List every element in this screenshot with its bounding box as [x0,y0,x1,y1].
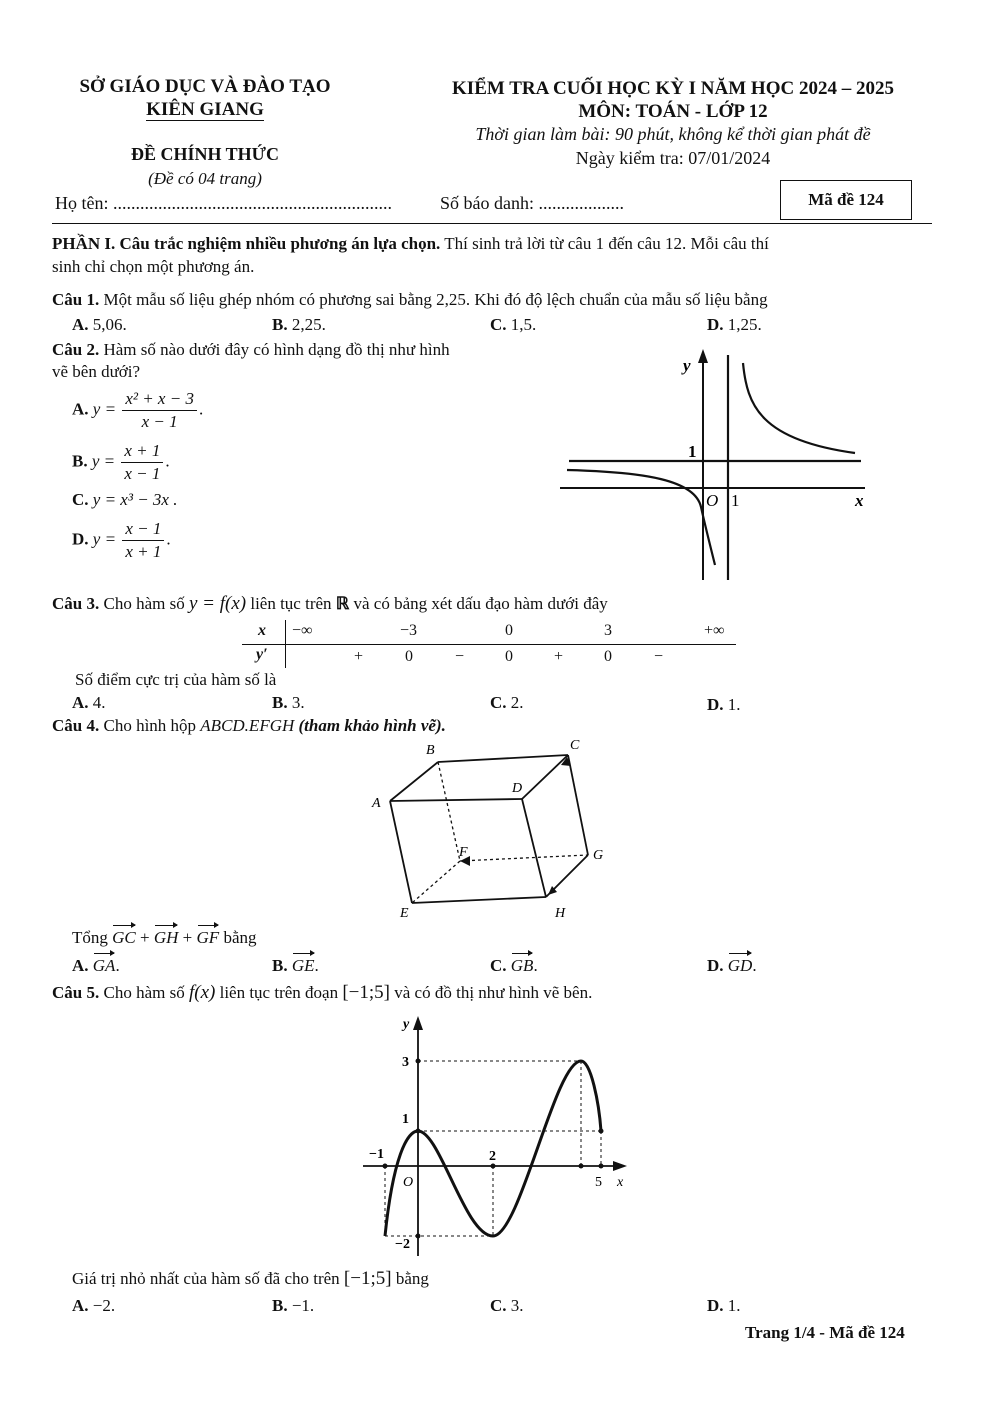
q5-label-x5: 5 [595,1175,602,1190]
q3-b-letter: B. [272,693,288,712]
question-2 [52,340,450,360]
part1-desc-line2: sinh chỉ chọn một phương án. [52,257,255,276]
vertex-C: C [570,738,580,753]
q4-c-vector: GB [510,956,534,975]
vertex-H: H [555,906,566,921]
q2-b-letter: B. [72,451,88,471]
q1-c-value: 1,5. [510,315,537,334]
q5-d-letter: D. [707,1296,724,1315]
province-name [55,99,355,121]
vector-gh: GH [153,928,179,947]
sign-3: + [554,648,564,665]
q2-x-label: x [855,491,864,510]
q5-question-b: bằng [391,1269,429,1288]
q3-a-letter: A. [72,693,89,712]
q3-d-letter: D. [707,695,724,714]
exam-subject: MÔN: TOÁN - LỚP 12 [578,101,768,122]
q2-c-letter: C. [72,490,89,509]
q4-c-tail: . [533,956,538,975]
vertex-B: B [426,743,435,758]
q4-b-tail: . [314,956,319,975]
sign-zero-3: 0 [604,648,612,665]
q4-option-c[interactable] [490,956,538,976]
exam-time: Thời gian làm bài: 90 phút, không kể thời gian phát đề [475,124,871,144]
edge-DA [390,799,522,801]
q5-text-b: liên tục trên đoạn [215,983,343,1002]
sign-table-x-m3: −3 [400,622,418,639]
q3-option-d[interactable] [707,695,741,715]
q5-option-a[interactable] [72,1296,115,1316]
q4-box-name: ABCD.EFGH [200,716,295,735]
q2-a-fraction [122,388,197,433]
q5-graph [355,1008,645,1260]
sign-table-x-3: 3 [604,622,612,639]
point-y1 [416,1129,421,1134]
q5-a-letter: A. [72,1296,89,1315]
q4-d-letter: D. [707,956,724,975]
page-footer: Trang 1/4 - Mã đề 124 [745,1323,905,1342]
q2-b-fraction [121,440,163,485]
q5-question [72,1268,429,1290]
q2-y-label: y [683,356,691,375]
q2-option-c[interactable] [72,490,177,510]
part1-title: PHẦN I. Câu trắc nghiệm nhiều phương án lựa chọn. [52,234,441,253]
q1-d-value: 1,25. [727,315,762,334]
q2-a-letter: A. [72,399,89,419]
q2-b-lhs: y = [91,451,116,471]
exam-title: KIỂM TRA CUỐI HỌC KỲ I NĂM HỌC 2024 – 2025 [452,78,894,99]
q5-label-origin: O [403,1175,414,1190]
q5-question-interval: [−1;5] [343,1268,392,1289]
q1-c-letter: C. [490,315,507,334]
edge-CD [522,755,568,799]
q5-c-letter: C. [490,1296,507,1315]
q3-c-letter: C. [490,693,507,712]
q5-label-y3: 3 [402,1055,409,1070]
q5-b-letter: B. [272,1296,288,1315]
part1-instructions [52,234,769,254]
q5-text-a: Cho hàm số [99,983,189,1002]
point-x-max [579,1164,584,1169]
q3-d-value: 1. [727,695,741,714]
edge-AB [390,762,438,801]
q4-text-a: Cho hình hộp [99,716,201,735]
q2-d-numerator: x − 1 [122,518,164,541]
q3-option-a[interactable] [72,693,106,713]
q5-y-label: y [403,1017,410,1032]
q3-sign-table [242,620,736,668]
q5-c-value: 3. [510,1296,524,1315]
q1-option-b[interactable] [272,315,326,335]
q5-func: f(x) [188,982,216,1003]
q3-c-value: 2. [510,693,524,712]
q2-c-expr: y = x³ − 3x . [92,490,178,509]
vector-gf: GF [196,928,220,947]
q4-option-d[interactable] [707,956,757,976]
q2-d-letter: D. [72,529,89,549]
q2-option-b[interactable] [72,440,170,485]
q4-option-b[interactable] [272,956,319,976]
q4-ref: (tham khảo hình vẽ). [294,716,446,735]
q4-a-letter: A. [72,956,89,975]
q3-a-value: 4. [92,693,106,712]
q3-text-c: và có bảng xét dấu đạo hàm dưới đây [349,594,608,613]
edge-AE [390,801,412,903]
sign-table-y-header: y′ [256,646,268,663]
q2-d-tail: . [166,529,171,549]
point-ym2 [416,1234,421,1239]
q2-y-arrow-icon [698,349,708,363]
vertex-F: F [459,845,468,860]
q3-label: Câu 3. [52,594,100,613]
q4-b-letter: B. [272,956,288,975]
q2-a-denominator: x − 1 [141,412,178,431]
q5-interval: [−1;5] [342,982,390,1003]
exam-date: Ngày kiểm tra: 07/01/2024 [575,148,771,168]
q5-d-value: 1. [727,1296,741,1315]
header-divider [52,223,932,224]
q4-a-tail: . [115,956,120,975]
q1-b-letter: B. [272,315,288,334]
sign-table-hline [242,644,736,645]
q5-option-c[interactable] [490,1296,524,1316]
q5-text-c: và có đồ thị như hình vẽ bên. [390,983,593,1002]
q1-a-letter: A. [72,315,89,334]
q5-question-a: Giá trị nhỏ nhất của hàm số đã cho trên [72,1269,344,1288]
point-x5 [599,1164,604,1169]
q4-sum-label: Tổng [72,928,113,947]
sign-table-x-header: x [258,622,266,639]
q5-x-label: x [617,1175,624,1190]
part1-desc: Thí sinh trả lời từ câu 1 đến câu 12. Mỗi câu thí [440,234,769,253]
q3-func: y = f(x) [188,593,247,614]
vector-gc: GC [112,928,136,947]
q1-d-letter: D. [707,315,724,334]
question-4 [52,716,446,736]
q2-d-denominator: x + 1 [125,542,162,561]
edge-FG [460,855,588,861]
vertex-E: E [400,906,409,921]
q2-y-one: 1 [688,442,697,461]
q2-option-a[interactable] [72,388,203,433]
q2-origin: O [706,491,719,510]
sign-zero-1: 0 [405,648,413,665]
point-x2 [491,1164,496,1169]
q3-real-set: ℝ [335,594,350,613]
q4-sum-expression: Tổng GC + GH + GF bằng [72,928,257,947]
q1-option-d[interactable] [707,315,762,335]
q1-a-value: 5,06. [92,315,127,334]
q3-b-value: 3. [291,693,305,712]
q1-text: Một mẫu số liệu ghép nhóm có phương sai bằng 2,25. Khi đó độ lệch chuẩn của mẫu số liệu bằng [99,290,768,309]
q3-question: Số điểm cực trị của hàm số là [75,670,277,689]
sbd-field: Số báo danh: ................... [440,193,624,213]
point-end [599,1129,604,1134]
official-label: ĐỀ CHÍNH THỨC [130,144,280,164]
q1-option-a[interactable] [72,315,127,335]
name-field: Họ tên: .............................................................. [55,193,392,213]
q3-text-a: Cho hàm số [99,594,189,613]
q5-label-x2: 2 [489,1149,496,1164]
edge-EH [412,897,546,903]
edge-BF [438,762,460,861]
q3-text-b: liên tục trên [246,594,336,613]
q2-b-tail: . [165,451,170,471]
vertex-D: D [512,781,523,796]
q5-label-xm1: −1 [369,1147,384,1162]
question-3 [52,593,608,615]
point-xm1 [383,1164,388,1169]
q2-a-numerator: x² + x − 3 [122,388,197,411]
q2-a-lhs: y = [92,399,117,419]
q4-b-vector: GE [291,956,315,975]
q4-label: Câu 4. [52,716,100,735]
sign-table-neg-inf: −∞ [292,622,313,639]
q1-label: Câu 1. [52,290,100,309]
point-y3 [416,1059,421,1064]
q2-option-d[interactable] [72,518,171,563]
q1-option-c[interactable] [490,315,536,335]
sign-table-x-0: 0 [505,622,513,639]
vertex-A: A [372,796,381,811]
edge-DH [522,799,546,897]
vertex-G: G [593,848,604,863]
q5-y-arrow-icon [413,1016,423,1030]
sign-zero-2: 0 [505,648,513,665]
page-count: (Đề có 04 trang) [148,169,262,188]
q2-d-fraction [122,518,164,563]
q4-option-a[interactable] [72,956,120,976]
q2-b-numerator: x + 1 [121,440,163,463]
q4-c-letter: C. [490,956,507,975]
q1-b-value: 2,25. [291,315,326,334]
question-5 [52,982,592,1004]
q2-label: Câu 2. [52,340,100,359]
q2-a-tail: . [198,399,204,419]
q4-d-vector: GD [727,956,753,975]
edge-FE [412,861,460,903]
sign-2: − [455,648,465,665]
q2-b-denominator: x − 1 [124,464,161,483]
exam-code-box: Mã đề 124 [780,180,912,220]
q2-text-line2: vẽ bên dưới? [52,362,141,381]
sign-4: − [654,648,664,665]
q5-label-ym2: −2 [395,1237,410,1252]
edge-BC [438,755,568,762]
q3-option-c[interactable] [490,693,524,713]
q2-text: Hàm số nào dưới đây có hình dạng đồ thị như hình [99,340,450,359]
q2-x-one: 1 [731,491,740,510]
q4-a-vector: GA [92,956,116,975]
q2-d-lhs: y = [92,529,117,549]
question-1 [52,290,768,310]
sign-table-pos-inf: +∞ [704,622,725,639]
q2-left-branch [567,470,715,565]
q5-label-y1: 1 [402,1112,409,1127]
q3-option-b[interactable] [272,693,305,713]
q5-x-arrow-icon [613,1161,627,1171]
q5-option-b[interactable] [272,1296,314,1316]
q4-box-figure [360,735,630,925]
province-text: KIÊN GIANG [146,99,264,120]
q5-label: Câu 5. [52,983,100,1002]
sign-1: + [354,648,364,665]
edge-GC [568,755,588,855]
q5-b-value: −1. [291,1296,315,1315]
q2-graph [555,345,875,585]
q4-sum-tail: bằng [219,928,257,947]
q2-right-branch [743,363,855,453]
q4-d-tail: . [752,956,757,975]
department-name: SỞ GIÁO DỤC VÀ ĐÀO TẠO [79,76,331,97]
q5-option-d[interactable] [707,1296,741,1316]
q5-a-value: −2. [92,1296,116,1315]
